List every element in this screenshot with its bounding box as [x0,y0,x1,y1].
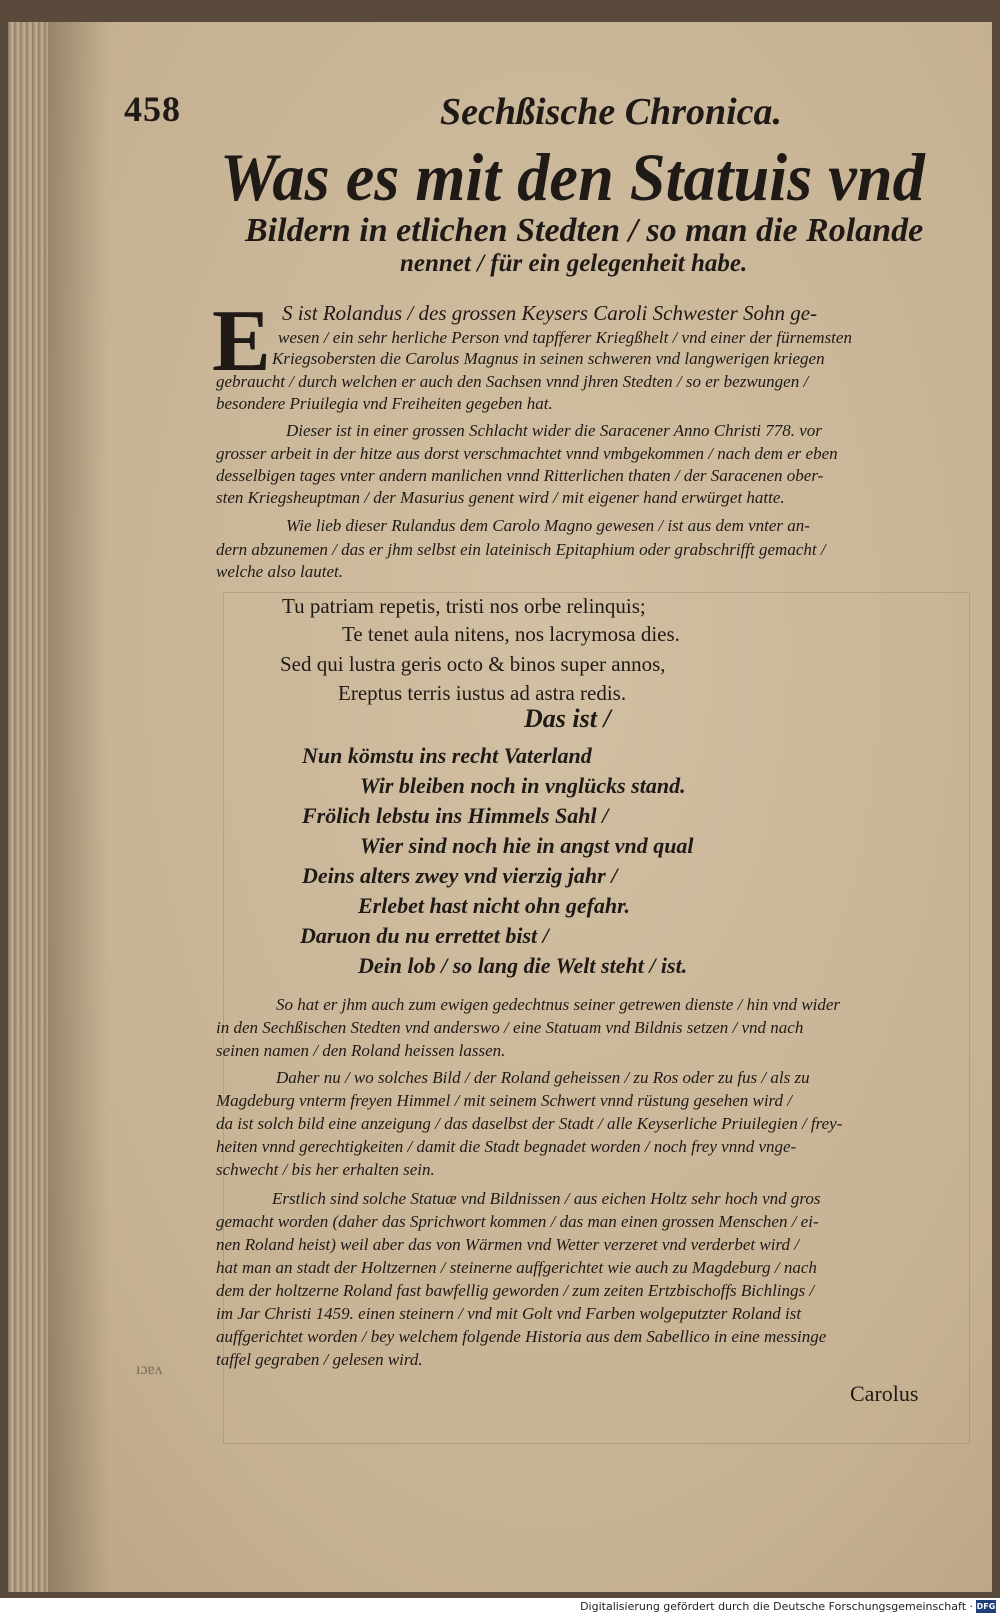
paragraph6-line: taffel gegraben / gelesen wird. [216,1350,423,1369]
german-verse-line: Daruon du nu errettet bist / [300,923,549,948]
german-verse-line: Deins alters zwey vnd vierzig jahr / [302,863,618,888]
drop-cap: E [212,293,271,390]
paragraph5-line: Magdeburg vnterm freyen Himmel / mit seinem Schwert vnnd rüstung gesehen wird / [216,1091,793,1110]
page-number: 458 [124,89,181,129]
page-edge-gutter [8,22,48,1592]
paragraph2-line: grosser arbeit in der hitze aus dorst verschmachtet vnnd vmbgekommen / nach dem er eben [216,444,838,463]
paragraph2-line: desselbigen tages vnter andern manlichen vnnd Ritterlichen thaten / der Saracenen ober- [216,466,824,485]
paragraph2-line: sten Kriegsheuptman / der Masurius genent wird / mit eigener hand erwürget hatte. [216,488,785,507]
paragraph6-line: nen Roland heist) weil aber das von Wärmen vnd Wetter verzeret vnd verderbet wird / [216,1235,799,1254]
paragraph6-line: auffgerichtet worden / bey welchem folgende Historia aus dem Sabellico in eine messinge [216,1327,827,1346]
paragraph1-line: wesen / ein sehr herliche Person vnd tapfferer Kriegßhelt / vnd einer der fürnemsten [278,328,852,347]
paragraph5-line: heiten vnnd gerechtigkeiten / damit die Stadt begnadet worden / noch frey vnnd vnge- [216,1137,797,1156]
german-verse-line: Wier sind noch hie in angst vnd qual [360,833,694,858]
german-verse-line: Nun kömstu ins recht Vaterland [302,743,592,768]
footer-bar [0,1598,1000,1617]
paragraph6-line: gemacht worden (daher das Sprichwort kommen / das man einen grossen Menschen / ei- [216,1212,819,1231]
german-verse-line: Erlebet hast nicht ohn gefahr. [358,893,631,918]
paragraph3-line: welche also lautet. [216,562,344,581]
paragraph1-line: gebraucht / durch welchen er auch den Sachsen vnnd jhren Stedten / so er bezwungen / [216,372,809,391]
gutter-shadow [48,22,108,1592]
latin-verse-line: Tu patriam repetis, tristi nos orbe relinquis; [282,594,646,618]
paragraph1-line: S ist Rolandus / des grossen Keysers Caroli Schwester Sohn ge- [282,301,818,325]
chapter-title-line-2: Bildern in etlichen Stedten / so man die Rolande [245,212,924,249]
footer-credit: Digitalisierung gefördert durch die Deutsche Forschungsgemeinschaft · [580,1600,973,1613]
paragraph4-line: in den Sechßischen Stedten vnd anderswo / eine Statuam vnd Bildnis setzen / vnd nach [216,1018,804,1037]
german-verse-line: Wir bleiben noch in vnglücks stand. [360,773,686,798]
bleed-through-mark: ıɔɐʌ [136,1361,163,1378]
paragraph5-line: Daher nu / wo solches Bild / der Roland geheissen / zu Ros oder zu fus / als zu [276,1068,810,1087]
paragraph4-line: So hat er jhm auch zum ewigen gedechtnus seiner getrewen dienste / hin vnd wider [276,995,841,1014]
paragraph5-line: da ist solch bild eine anzeigung / das daselbst der Stadt / alle Keyserliche Priuilegien / frey- [216,1114,843,1133]
paragraph2-line: Dieser ist in einer grossen Schlacht wider die Saracener Anno Christi 778. vor [286,421,822,440]
latin-verse-line: Sed qui lustra geris octo & binos super annos, [280,652,666,676]
catchword: Carolus [850,1381,919,1406]
paragraph3-line: dern abzunemen / das er jhm selbst ein lateinisch Epitaphium oder grabschrifft gemacht / [216,540,826,559]
chapter-title-line-1: Was es mit den Statuis vnd [220,139,925,215]
paragraph5-line: schwecht / bis her erhalten sein. [216,1160,435,1179]
german-verse-line: Frölich lebstu ins Himmels Sahl / [302,803,609,828]
paragraph3-line: Wie lieb dieser Rulandus dem Carolo Magno gewesen / ist aus dem vnter an- [286,516,810,535]
das-ist-heading: Das ist / [524,704,611,733]
dfg-logo-icon: DFG [976,1602,996,1611]
paragraph6-line: Erstlich sind solche Statuæ vnd Bildnissen / aus eichen Holtz sehr hoch vnd gros [272,1189,821,1208]
chapter-title-line-3: nennet / für ein gelegenheit habe. [400,250,748,277]
german-verse-line: Dein lob / so lang die Welt steht / ist. [358,953,688,978]
paragraph4-line: seinen namen / den Roland heissen lassen. [216,1041,506,1060]
running-head: Sechßische Chronica. [440,91,783,133]
latin-verse-line: Te tenet aula nitens, nos lacrymosa dies. [342,622,680,646]
paragraph6-line: im Jar Christi 1459. einen steinern / vnd mit Golt vnd Farben wolgeputzter Roland ist [216,1304,802,1323]
latin-verse-line: Ereptus terris iustus ad astra redis. [338,681,627,705]
paragraph1-line: besondere Priuilegia vnd Freiheiten gegeben hat. [216,394,553,413]
paragraph1-line: Kriegsobersten die Carolus Magnus in seinen schweren vnd langwerigen kriegen [272,349,825,368]
paragraph6-line: hat man an stadt der Holtzernen / steinerne auffgerichtet wie auch zu Magdeburg / nach [216,1258,817,1277]
paragraph6-line: dem der holtzerne Roland fast bawfellig geworden / zum zeiten Ertzbischoffs Bichlings / [216,1281,815,1300]
